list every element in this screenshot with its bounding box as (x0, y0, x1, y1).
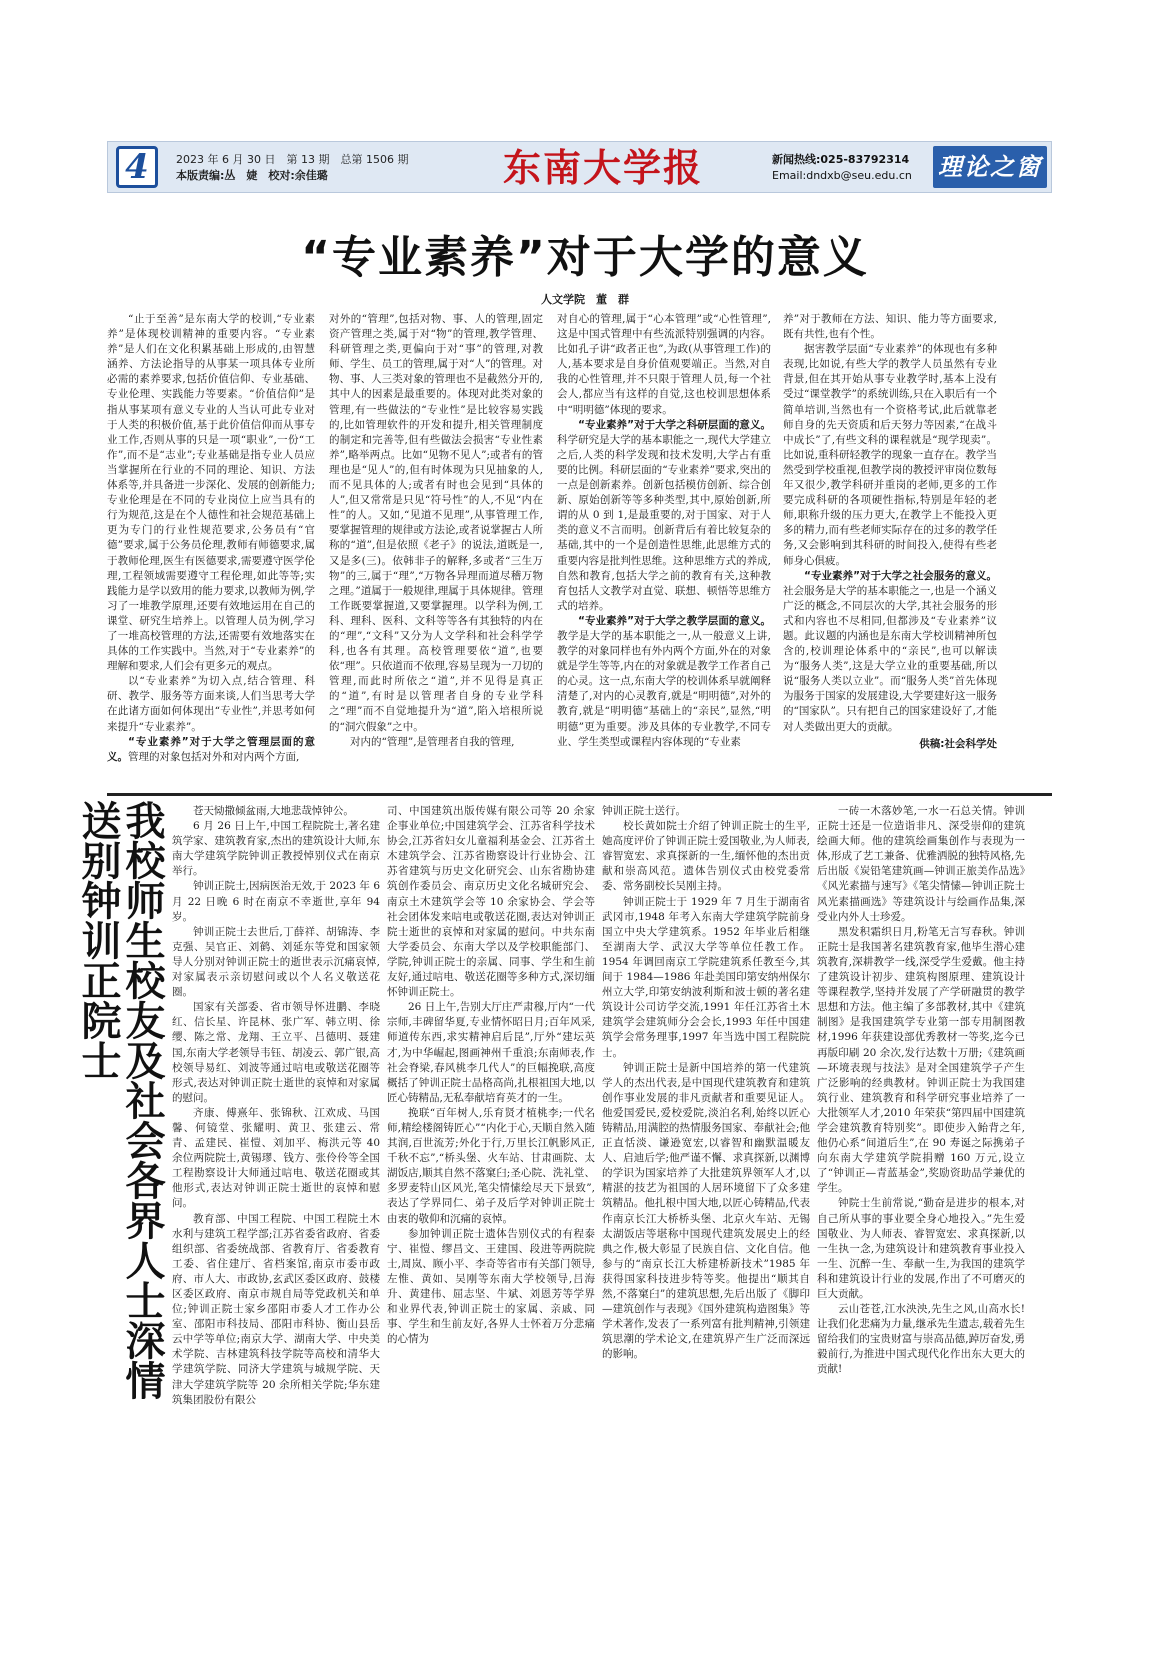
article-byline: 人文学院 董 群 (541, 293, 629, 306)
section-heading: “专业素养”对于大学之管理层面的意义。 (107, 735, 315, 763)
paragraph: 钟训正院士送行。 (602, 805, 686, 817)
paragraph: 钟训正院士于 1929 年 7 月生于湖南省武冈市,1948 年考入东南大学建筑学院前身国立中央大学建筑系。1952 年毕业后相继至湖南大学、武汉大学等单位任教工作。1954 年调回南京工学院建筑系任教至今,其间于 1984—1986 年赴美国印第安纳州保尔州立大学,印第安纳波利斯和波士顿的著名建筑设计公司访学交流,1991 年任江苏省土木建筑学会建筑师分会会长,1993 年任中国建筑学会常务理事,1997 年当选中国工程院院士。 (602, 895, 810, 1059)
paragraph: 云山苍苍,江水泱泱,先生之风,山高水长!让我们化悲痛为力量,继承先生遗志,载着先生留给我们的宝贵财富与崇高品德,踔厉奋发,勇毅前行,为推进中国式现代化作出东大更大的贡献! (817, 1303, 1025, 1376)
contact-info (772, 152, 912, 184)
article2-column-2 (387, 804, 595, 1347)
article1-column-4 (783, 312, 997, 752)
paragraph: “止于至善”是东南大学的校训,“专业素养”是体现校训精神的重要内容。“专业素养”是人们在文化积累基础上形成的,由智慧涵养、方法论指导的从事某一项具体专业所必需的素养要求,包括价值信仰、专业基础、专业伦理、实践能力等要素。“价值信仰”是指从事某项有意义专业的人当认可此专业对于人类的积极价值,基于此价值信仰而从事专业工作,否则从事的只是一项“职业”,一份“工作”,而不是“志业”;专业基础是指专业人员应当掌握所在行业的不同的理论、知识、方法体系等,并具备进一步深化、发展的创新能力;专业伦理是在不同的专业岗位上应当具有的行为规范,这是在个人德性和社会规范基础上更为专门的行业性规范要求,公务员有“官德”要求,属于公务员伦理,教师有师德要求,属于教师伦理,医生有医德要求,需要遵守医学伦理,工程领域需要遵守工程伦理,如此等等;实践能力是学以致用的能力要求,以教师为例,学习了一堆教学原理,还要有效地运用在自己的课堂、研究生培养上。以管理人员为例,学习了一堆高校管理的方法,还需要有效地落实在具体的工作实践中。当然,对于“专业素养”的理解和要求,人们会有更多元的观点。 (107, 313, 315, 673)
paragraph: 据害教学层面“专业素养”的体现也有多种表现,比如说,有些大学的教学人员虽然有专业背景,但在其开始从事专业教学时,基本上没有受过“课堂教学”的系统训练,只在入职后有一个简单培训,当然也有一个资格考试,此后就靠老师自身的先天资质和后天努力等因素,“在战斗中成长”了,有些文科的课程就是“现学现卖”。比如说,重科研轻教学的现象一直存在。教学当然受到学校重视,但教学岗的教授评审岗位数每年又很少,教学科研并重岗的老师,更多的工作要完成科研的各项硬性指标,特别是年轻的老师,职称升级的压力更大,在教学上不能投入更多的精力,而有些老师实际存在的过多的教学任务,又会影响到其科研的时间投入,使得有些老师身心俱疲。 (783, 343, 997, 567)
paragraph: 钟训正院士,因病医治无效,于 2023 年 6 月 22 日晚 6 时在南京不幸逝世,享年 94 岁。 (172, 880, 380, 923)
section-divider (107, 793, 1052, 796)
paragraph: 参加钟训正院士遗体告别仪式的有程泰宁、崔愷、缪昌文、王建国、段进等两院院士,周岚、顾小平、李奇等省市有关部门领导,左惟、黄如、吴刚等东南大学校领导,吕海升、黄建伟、屈志坚、牛斌、刘恩芳等学界和业界代表,钟训正院士的家属、亲戚、同事、学生和生前友好,各界人士怀着万分悲痛的心情为 (387, 1227, 595, 1346)
paragraph: 26 日上午,告别大厅庄严肃穆,厅内“一代宗师,丰碑留华夏,专业情怀昭日月;百年风采,师道传东西,求实精神启后昆”,厅外“建坛英才,为中华崛起,图画神州千重浪;东南师表,作社会脊梁,春风桃李几代人”的巨幅挽联,高度概括了钟训正院士品格高尚,扎根祖国大地,以匠心铸精品,无私奉献培育英才的一生。 (387, 1001, 595, 1104)
editors-line: 本版责编:丛 婕 校对:余佳璐 (176, 169, 328, 182)
hotline: 新闻热线:025-83792314 (772, 153, 910, 166)
paragraph: 齐康、傅熹年、张锦秋、江欢成、马国馨、何镜堂、张耀明、黄卫、张建云、常青、孟建民、崔愷、刘加平、梅洪元等 40 余位两院院士,黄锡璆、钱方、张伶伶等全国工程勘察设计大师通过唁电、敬送花圈或其他形式,表达对钟训正院士逝世的哀悼和慰问。 (172, 1106, 380, 1210)
article2-vertical-headline: 我校师生校友及社会各界人士深情送别钟训正院士 (75, 800, 165, 1400)
article1-column-3 (557, 312, 771, 750)
article1-column-1 (107, 312, 315, 765)
issue-line: 2023 年 6 月 30 日 第 13 期 总第 1506 期 (176, 153, 409, 166)
paragraph: 6 月 26 日上午,中国工程院院士,著名建筑学家、建筑教育家,杰出的建筑设计大师,东南大学建筑学院钟训正教授悼别仪式在南京举行。 (172, 820, 380, 878)
newspaper-logo: 东南大学报 (503, 145, 704, 190)
paragraph: 司、中国建筑出版传媒有限公司等 20 余家企事业单位;中国建筑学会、江苏省科学技术协会,江苏省妇女儿童福利基金会、江苏省土木建筑学会、江苏省勘察设计行业协会、江苏省建筑与历史文化研究会、山东省勘协建筑创作委员会、南京历史文化名城研究会、南京土木建筑学会等 10 余家协会、学会等社会团体发来唁电或敬送花圈,表达对钟训正院士逝世的哀悼和对家属的慰问。中共东南大学委员会、东南大学以及学校职能部门、学院,钟训正院士的亲属、同事、学生和生前友好,通过唁电、敬送花圈等多种方式,深切缅怀钟训正院士。 (387, 805, 595, 999)
article-source: 供稿:社会科学处 (919, 737, 997, 750)
article2-column-3 (602, 804, 810, 1362)
column-name-badge: 理论之窗 (933, 146, 1047, 188)
article1-column-2 (329, 312, 543, 750)
paragraph: 对外的“管理”,包括对物、事、人的管理,固定资产管理之类,属于对“物”的管理,教学管理、科研管理之类,更偏向于对“事”的管理,对教师、学生、员工的管理,属于对“人”的管理。对物、事、人三类对象的管理也不是截然分开的,其中人的因素是最重要的。体现对此类对象的管理,有一些做法的“专业性”是比较容易实践的,比如管理软件的开发和提升,相关管理制度的制定和完善等,但有些做法会损害“专业性素养”,略举两点。比如“见物不见人”;或者有的管理也是“见人”的,但有时体现为只见抽象的人,而不见具体的人;或者有时也会见到“具体的人”,但又常常是只见“符号性”的人,不见“内在性”的人。又如,“见道不见理”,从事管理工作,要掌握管理的规律或方法论,或者说掌握古人所称的“道”,但是依照《老子》的说法,道既是一,又是多(三)。依韩非子的解释,多或者“三生万物”的三,属于“理”,“万物各异理而道尽稽万物之理。”道属于一般规律,理属于具体规律。管理工作既要掌握道,又要掌握理。以学科为例,工科、理科、医科、文科等等各有其独特的内在的“理”,“文科”又分为人文学科和社会科学学科,也各有其理。高校管理要依“道”,也要依“理”。只依道而不依理,容易呈现为一刀切的管理,而此时所依之“道”,并不见得是真正的“道”,有时是以管理者自身的专业学科之“理”而不自觉地提升为“道”,陷入培根所说的“洞穴假象”之中。 (329, 313, 543, 733)
paragraph: 钟院士生前常说,“勤奋是进步的根本,对自己所从事的事业要全身心地投入。”先生爱国敬业、为人师表、睿智宽宏、求真探新,以一生执一念,为建筑设计和建筑教育事业投入一生、沉醉一生、奉献一生,为我国的建筑学科和建筑设计行业的发展,作出了不可磨灭的巨大贡献。 (817, 1197, 1025, 1300)
paragraph: 以“专业素养”为切入点,结合管理、科研、教学、服务等方面来谈,人们当思考大学在此诸方面如何体现出“专业性”,并思考如何来提升“专业素养”。 (107, 675, 315, 733)
masthead (107, 141, 1052, 193)
email: Email:dndxb@seu.edu.cn (772, 169, 912, 182)
paragraph: 养”对于教师在方法、知识、能力等方面要求,既有共性,也有个性。 (783, 313, 997, 341)
section-heading: “专业素养”对于大学之社会服务的意义。 (804, 569, 997, 582)
section-heading: “专业素养”对于大学之教学层面的意义。 (578, 614, 771, 627)
paragraph: “专业素养”对于大学之管理层面的意义。管理的对象包括对外和对内两个方面, (107, 735, 315, 763)
paragraph: 黑发积霜织日月,粉笔无言写春秋。钟训正院士是我国著名建筑教育家,他毕生潜心建筑教育,深耕教学一线,深受学生爱戴。他主持了建筑设计初步、建筑构图原理、建筑设计等课程教学,坚持并发展了产学研融贯的教学思想和方法。他主编了多部教材,其中《建筑制图》是我国建筑学专业第一部专用制图教材,1996 年获建设部优秀教材一等奖,迄今已再版印刷 20 余次,发行达数十万册;《建筑画—环境表现与技法》是对全国建筑学子产生广泛影响的经典教材。钟训正院士为我国建筑行业、建筑教育和科学研究事业培养了一大批领军人才,2010 年荣获“第四届中国建筑学会建筑教育特别奖”。即使步入鲐背之年,他仍心系“间道后生”,在 90 寿诞之际携弟子向东南大学建筑学院捐赠 160 万元,设立了“钟训正—青蓝基金”,奖励资助品学兼优的学生。 (817, 925, 1025, 1195)
article2-column-4 (817, 804, 1025, 1378)
article2-column-1 (172, 804, 380, 1408)
paragraph: 钟训正院士是新中国培养的第一代建筑学人的杰出代表,是中国现代建筑教育和建筑创作事业发展的非凡贡献者和重要见证人。他爱国爱民,爱校爱院,淡泊名利,始终以匠心铸精品,用满腔的热情服务国家、奉献社会;他正直恬淡、谦逊宽宏,以睿智和幽默温暖友人、启迪后学;他严谨不懈、求真探新,以渊博的学识为国家培养了大批建筑界领军人才,以精湛的技艺为祖国的人居环境留下了众多建筑精品。他扎根中国大地,以匠心铸精品,代表作南京长江大桥桥头堡、北京火车站、无锡太湖饭店等堪称中国现代建筑发展史上的经典之作,极大彰显了民族自信、文化自信。他参与的“南京长江大桥建桥新技术”1985 年获得国家科技进步特等奖。他提出“顺其自然,不落窠臼”的建筑思想,先后出版了《脚印—建筑创作与表现》《国外建筑构造图集》等学术著作,发表了一系列富有批判精神,引领建筑思潮的学术论文,在建筑界产生广泛而深远的影响。 (602, 1061, 810, 1361)
paragraph: 钟训正院士去世后,丁薛祥、胡锦涛、李克强、吴官正、刘鹤、刘延东等党和国家领导人分别对钟训正院士的逝世表示沉痛哀悼,对家属表示亲切慰问或以个人名义敬送花圈。 (172, 925, 380, 999)
paragraph: 挽联“百年树人,乐育贤才植桃李;一代名师,精绘楼阁铸匠心”“内化于心,天顺自然入随其润,百世流芳;外化于行,万里长江帆影风正,千秋不忘”,“桥头堡、火车站、甘肃画院、太湖饭店,顺其自然不落窠臼;圣心院、洗礼堂、多罗麦特山区风光,笔尖情愫绘尽天下景致”,表达了学界同仁、弟子及后学对钟训正院士由衷的敬仰和沉痛的哀悼。 (387, 1106, 595, 1225)
paragraph: 对自心的管理,属于“心本管理”或“心性管理”,这是中国式管理中有些流派特别强调的内容。比如孔子讲“政者正也”,为政(从事管理工作)的人,基本要求是自身价值观要端正。当然,对自我的心性管理,并不只限于管理人员,每一个社会人,都应当有这样的自觉,这也校训思想体系中“明明德”体现的要求。 (557, 313, 771, 416)
paragraph: 国家有关部委、省市领导怀进鹏、李晓红、信长星、许昆林、张广军、韩立明、徐缨、陈之常、龙翔、王立平、吕德明、聂建国,东南大学老领导韦钰、胡凌云、郭广银,高校领导易红、刘波等通过唁电或敬送花圈等形式,表达对钟训正院士逝世的哀悼和对家属的慰问。 (172, 1001, 380, 1104)
section-heading: “专业素养”对于大学之科研层面的意义。 (578, 418, 771, 431)
paragraph: 苍天恸撒倾盆雨,大地悲哉悼钟公。 (193, 805, 354, 817)
page-number: 4 (116, 146, 158, 188)
paragraph: “专业素养”对于大学之社会服务的意义。社会服务是大学的基本职能之一,也是一个涵义广泛的概念,不同层次的大学,其社会服务的形式和内容也不尽相同,但都涉及“专业素养”议题。此议题的内涵也是东南大学校训精神所包含的,校训理论体系中的“亲民”,也可以解读为“服务人类”,这是大学立业的重要基础,所以说“服务人类以立业”。而“服务人类”首先体现为服务于国家的发展建设,大学要建好这一服务的“国家队”。只有把自己的国家建设好了,才能对人类做出更大的贡献。 (783, 569, 997, 733)
paragraph: 对内的“管理”,是管理者自我的管理, (350, 735, 515, 748)
paragraph: 教育部、中国工程院、中国工程院土木水利与建筑工程学部;江苏省委省政府、省委组织部、省委统战部、省教育厅、省委教育工委、省住建厅、省档案馆,南京市委市政府、市人大、市政协,玄武区委区政府、鼓楼区委区政府、南京市规自局等党政机关和单位;钟训正院士家乡邵阳市委人才工作办公室、邵阳市科技局、邵阳市科协、衡山县岳云中学等单位;南京大学、湖南大学、中央美术学院、吉林建筑科技学院等高校和清华大学建筑学院、同济大学建筑与城规学院、天津大学建筑学院等 20 余所相关学院;华东建筑集团股份有限公 (172, 1212, 380, 1406)
issue-info (176, 152, 408, 184)
article-headline: “专业素养”对于大学的意义 (301, 232, 869, 283)
paragraph: 校长黄如院士介绍了钟训正院士的生平,她高度评价了钟训正院士爱国敬业,为人师表,睿智宽宏、求真探新的一生,缅怀他的杰出贡献和崇高风范。遗体告别仪式由校党委常委、常务副校长吴刚主持。 (602, 820, 810, 893)
paragraph: 一砖一木落妙笔,一水一石总关情。钟训正院士还是一位造诣非凡、深受崇仰的建筑绘画大师。他的建筑绘画集创作与表现为一体,形成了艺工兼备、优雅洒脱的独特风格,先后出版《炭铅笔建筑画—钟训正旅美作品选》《风光素描与速写》《笔尖情愫—钟训正院士风光素描画选》等建筑设计与绘画作品集,深受业内外人士珍爱。 (817, 805, 1025, 923)
paragraph: “专业素养”对于大学之科研层面的意义。科学研究是大学的基本职能之一,现代大学建立之后,人类的科学发现和技术发明,大学占有重要的比例。科研层面的“专业素养”要求,突出的一点是创新素养。创新包括模仿创新、综合创新、原始创新等等多种类型,其中,原始创新,所谓的从 0 到 1,是最重要的,对于国家、对于人类的意义不言而明。创新背后有着比较复杂的基础,其中的一个是创造性思维,此思维方式的重要内容是批判性思维。这种思维方式的养成,自然和教育,包括大学之前的教育有关,这种教育包括人文教学对直觉、联想、顿悟等思维方式的培养。 (557, 418, 771, 612)
paragraph: “专业素养”对于大学之教学层面的意义。教学是大学的基本职能之一,从一般意义上讲,教学的对象同样也有外内两个方面,外在的对象就是学生等等,内在的对象就是教学工作者自己的心灵。这一点,东南大学的校训体系早就阐释清楚了,对内的心灵教育,就是“明明德”,对外的教育,就是“明明德”基础上的“亲民”,显然,“明明德”更为重要。涉及具体的专业教学,不同专业、学生类型或课程内容体现的“专业素 (557, 614, 771, 748)
